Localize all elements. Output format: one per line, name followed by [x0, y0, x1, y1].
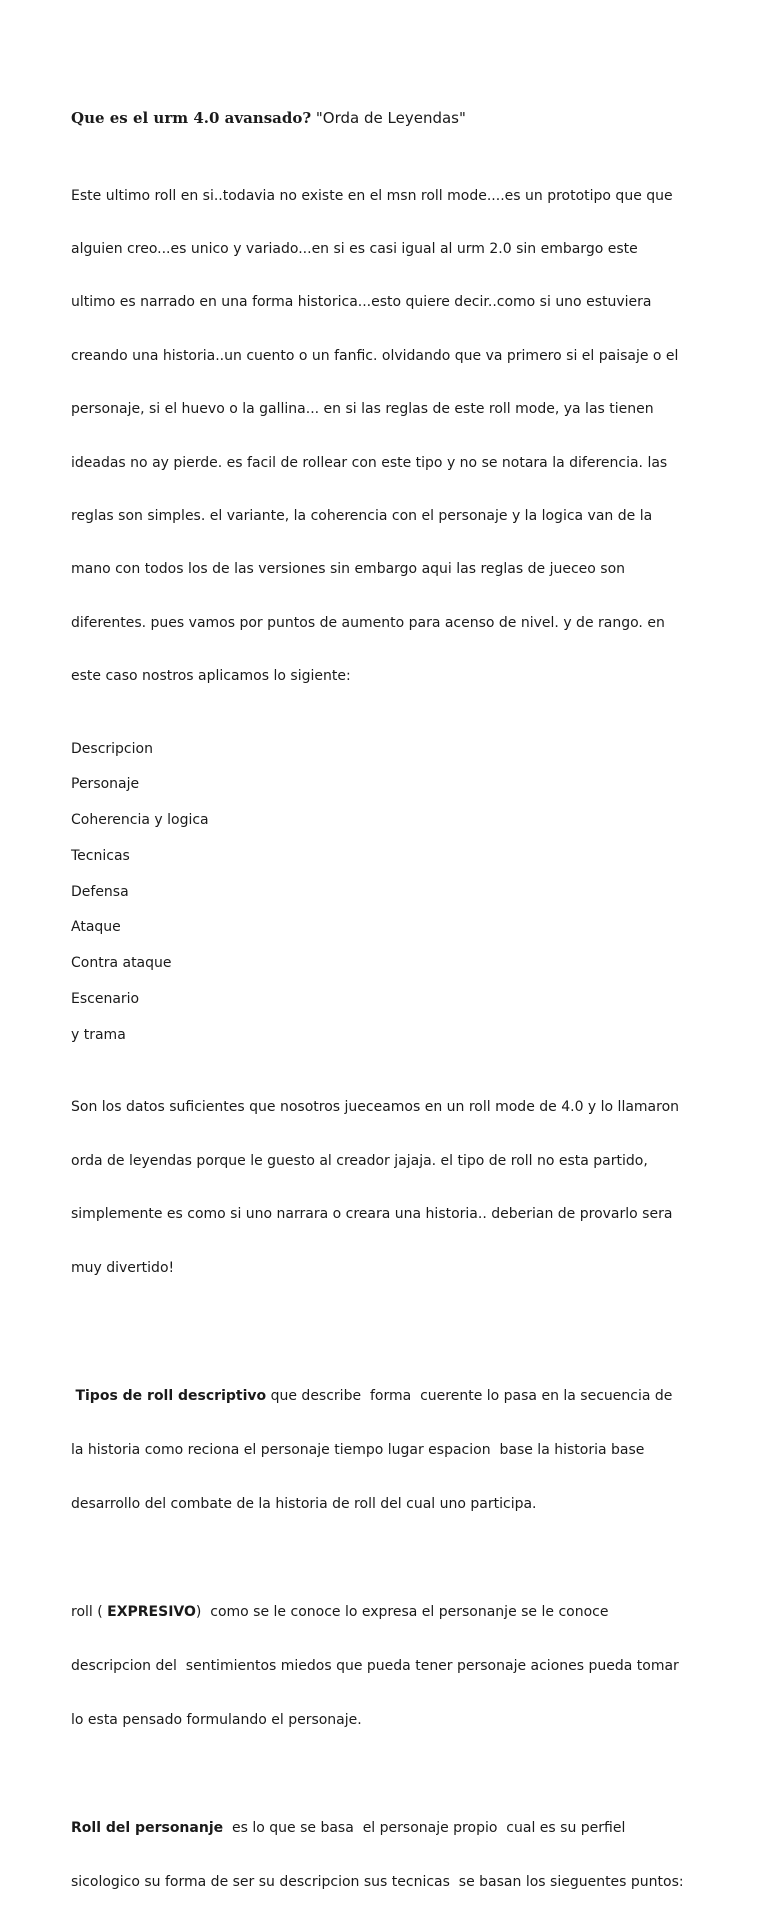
- intro-line: mano con todos los de las versiones sin embargo aqui las reglas de jueceo son: [71, 561, 626, 578]
- criteria-item: Escenario: [71, 991, 140, 1008]
- title-quote: "Orda de Leyendas": [311, 109, 466, 127]
- criteria-item: Ataque: [71, 919, 121, 936]
- expresivo-line: descripcion del sentimientos miedos que pueda tener personaje aciones pueda tomar: [71, 1658, 679, 1675]
- expresivo-line: [71, 1603, 711, 1621]
- criteria-item: Descripcion: [71, 740, 153, 757]
- personanje-heading: Roll del personanje: [71, 1820, 224, 1837]
- intro-paragraph: [71, 152, 711, 722]
- criteria-item: Personaje: [71, 776, 140, 793]
- intro-line: creando una historia..un cuento o un fanfic. olvidando que va primero si el paisaje o el: [71, 347, 679, 364]
- title-question: Que es el urm 4.0 avansado?: [71, 109, 312, 127]
- personanje-line: sicologico su forma de ser su descripcion sus tecnicas se basan los sieguentes puntos:: [71, 1874, 684, 1891]
- datos-line: muy divertido!: [71, 1259, 175, 1276]
- intro-line: alguien creo...es unico y variado...en si es casi igual al urm 2.0 sin embargo este: [71, 240, 638, 257]
- intro-line: diferentes. pues vamos por puntos de aumento para acenso de nivel. y de rango. en: [71, 614, 665, 631]
- intro-line: este caso nostros aplicamos lo sigiente:: [71, 668, 351, 685]
- criteria-list: [71, 740, 711, 1044]
- personanje-line-rest: es lo que se basa el personaje propio cual es su perfiel: [223, 1820, 626, 1837]
- personanje-paragraph: [71, 1783, 711, 1927]
- datos-line: orda de leyendas porque le guesto al creador jajaja. el tipo de roll no esta partido,: [71, 1152, 648, 1169]
- tipos-line: la historia como reciona el personaje tiempo lugar espacion base la historia base: [71, 1442, 645, 1459]
- intro-line: Este ultimo roll en si..todavia no existe en el msn roll mode....es un prototipo que que: [71, 187, 673, 204]
- tipos-line: desarrollo del combate de la historia de roll del cual uno participa.: [71, 1496, 537, 1513]
- criteria-item: Contra ataque: [71, 955, 172, 972]
- criteria-item: Defensa: [71, 883, 129, 900]
- expresivo-prefix: roll (: [71, 1604, 108, 1621]
- intro-line: reglas son simples. el variante, la coherencia con el personaje y la logica van de la: [71, 507, 653, 524]
- tipos-paragraph: [71, 1351, 711, 1549]
- tipos-line-rest: que describe forma cuerente lo pasa en la secuencia de: [266, 1388, 673, 1405]
- expresivo-heading: EXPRESIVO: [107, 1604, 196, 1621]
- intro-line: ideadas no ay pierde. es facil de rollear con este tipo y no se notara la diferencia. las: [71, 454, 668, 471]
- intro-line: personaje, si el huevo o la gallina... en si las reglas de este roll mode, ya las tienen: [71, 401, 654, 418]
- document-page: [71, 108, 711, 1927]
- personanje-line: [71, 1819, 711, 1837]
- expresivo-paragraph: [71, 1567, 711, 1765]
- datos-line: simplemente es como si uno narrara o creara una historia.. deberian de provarlo sera: [71, 1206, 673, 1223]
- tipos-line: [71, 1387, 711, 1405]
- datos-paragraph: [71, 1064, 711, 1313]
- tipos-heading: Tipos de roll descriptivo: [75, 1388, 267, 1405]
- datos-line: Son los datos suficientes que nosotros jueceamos en un roll mode de 4.0 y lo llamaron: [71, 1099, 680, 1116]
- intro-line: ultimo es narrado en una forma historica...esto quiere decir..como si uno estuviera: [71, 294, 652, 311]
- criteria-item: Tecnicas: [71, 847, 130, 864]
- criteria-item: y trama: [71, 1026, 126, 1043]
- expresivo-line: lo esta pensado formulando el personaje.: [71, 1712, 362, 1729]
- document-title: [71, 108, 711, 128]
- criteria-item: Coherencia y logica: [71, 812, 209, 829]
- expresivo-line-rest: ) como se le conoce lo expresa el personanje se le conoce: [195, 1604, 609, 1621]
